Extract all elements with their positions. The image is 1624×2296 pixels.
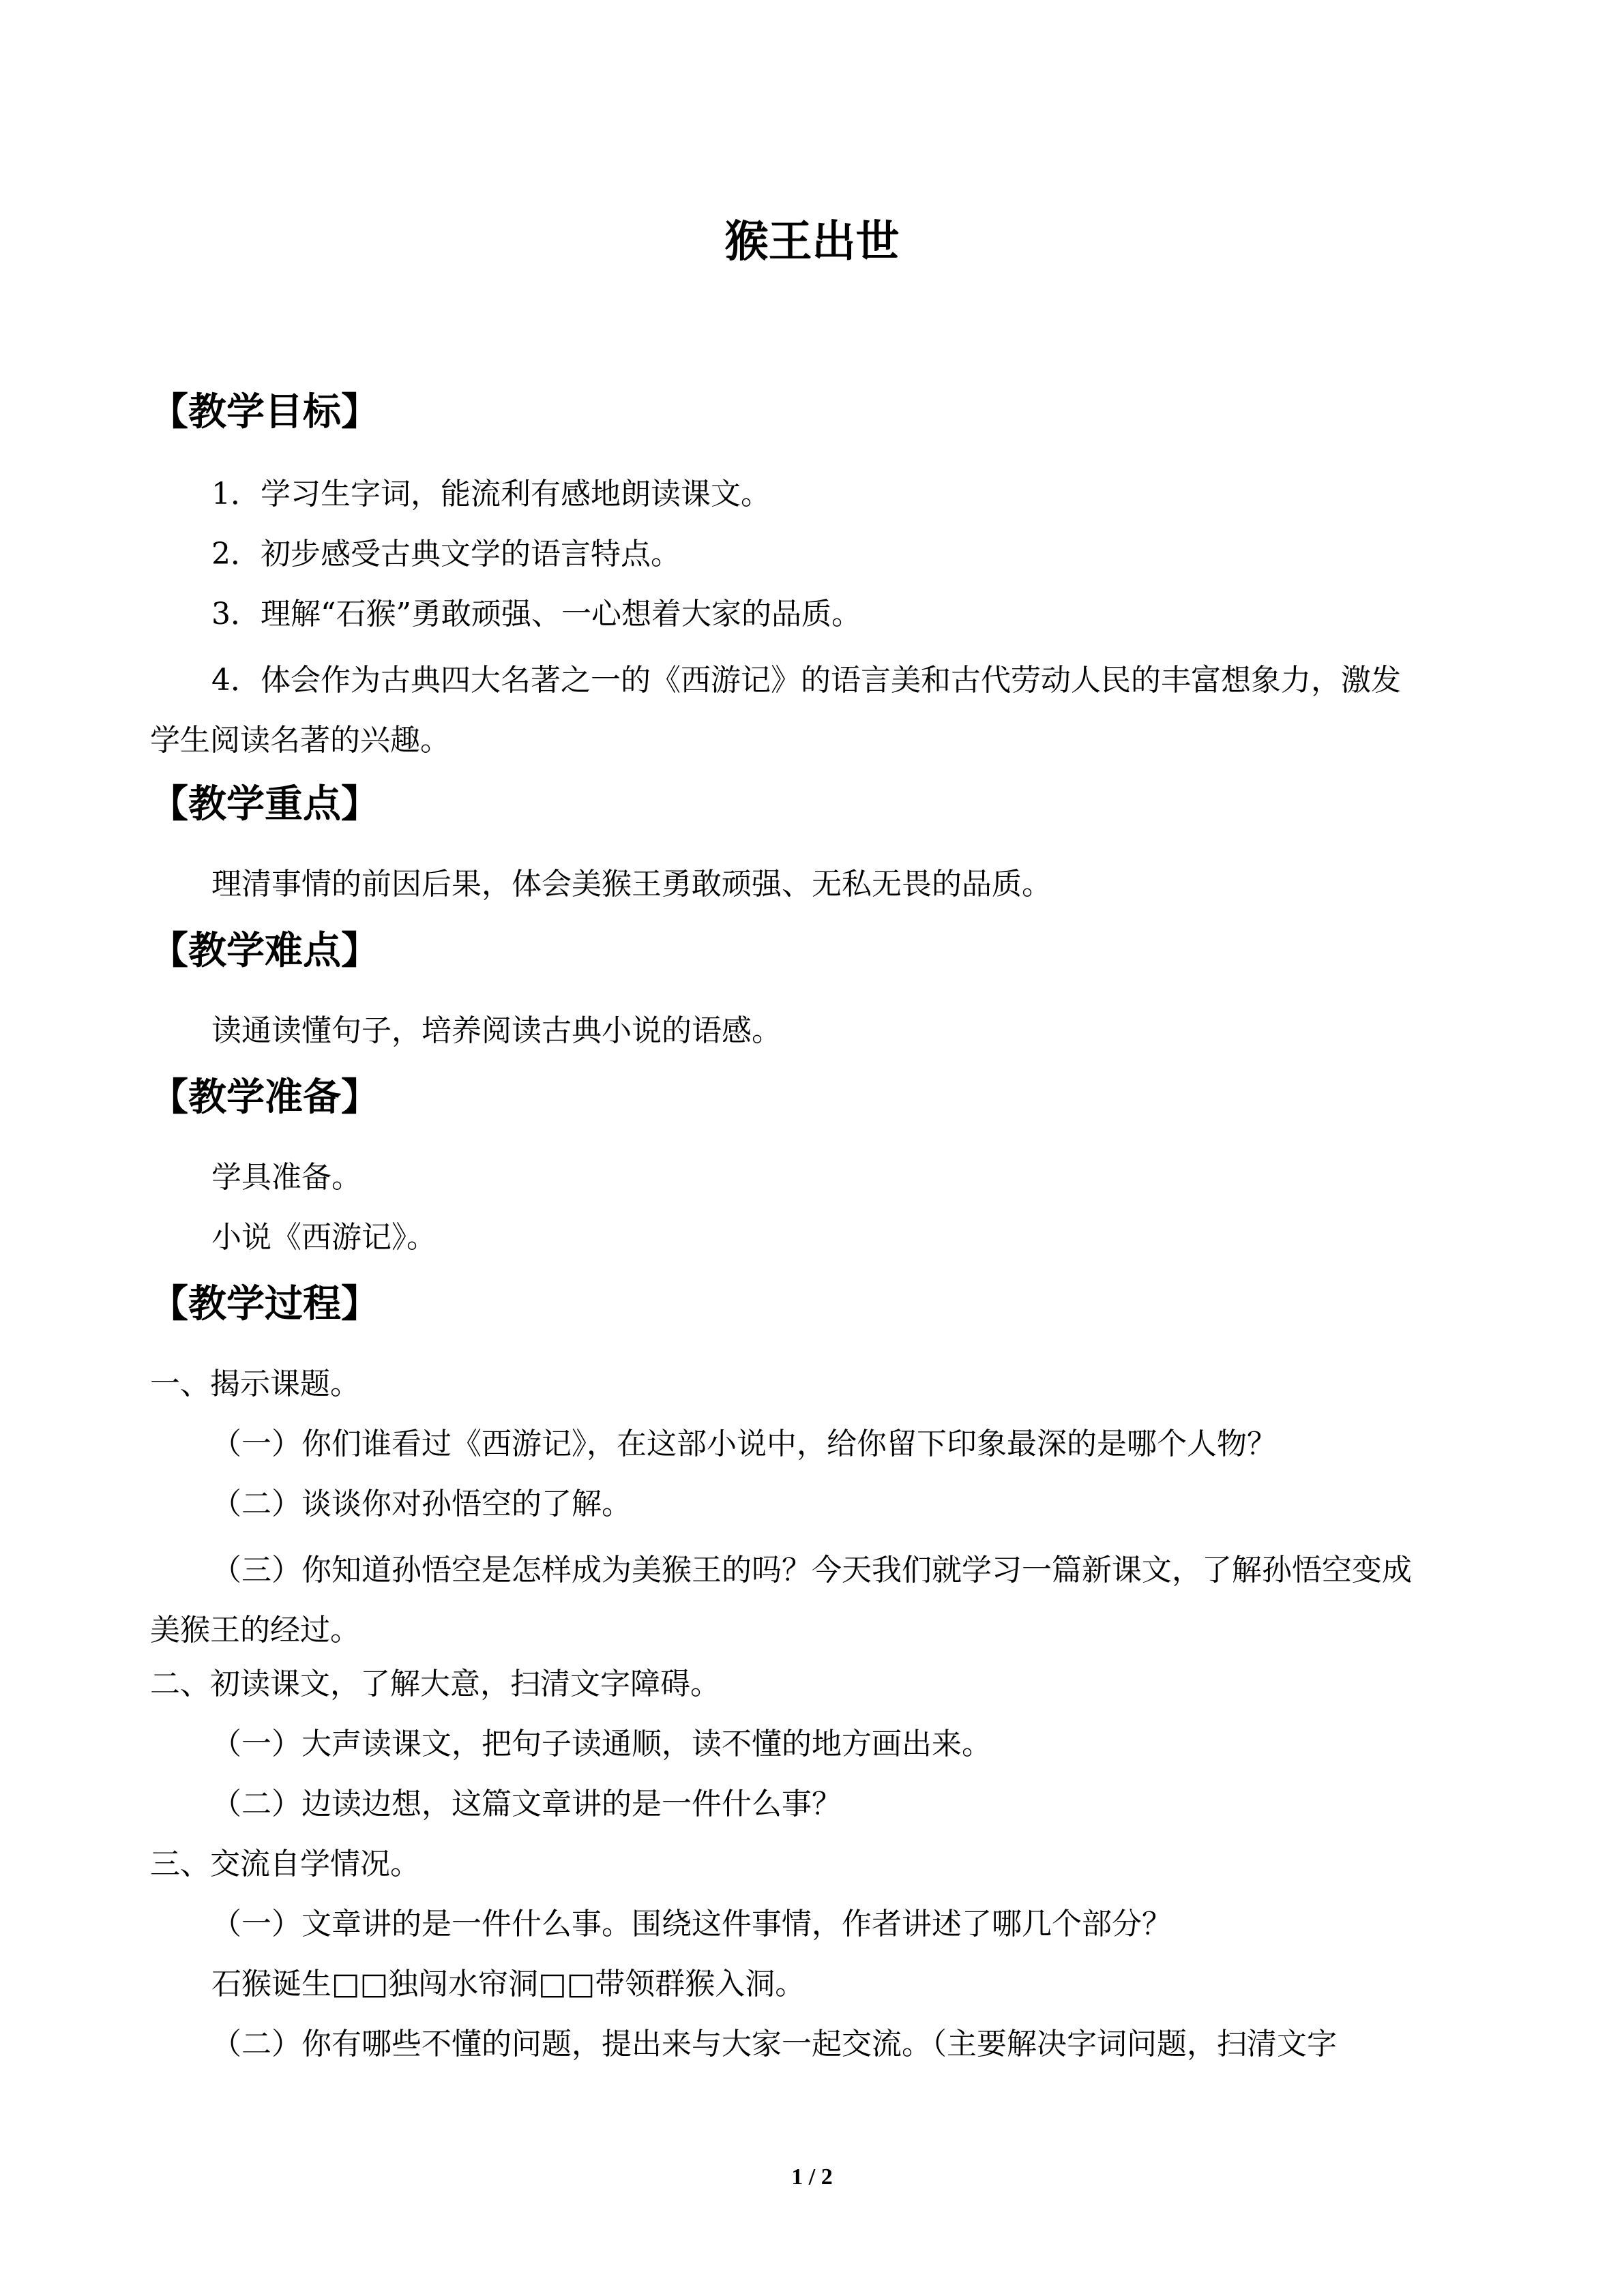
heading-process: 【教学过程】 [150, 1282, 379, 1326]
goal-item-1: 1．学习生字词，能流利有感地朗读课文。 [211, 477, 771, 511]
difficulties-text: 读通读懂句子，培养阅读古典小说的语感。 [211, 1013, 782, 1048]
key-points-text: 理清事情的前因后果，体会美猴王勇敢顽强、无私无畏的品质。 [211, 867, 1052, 901]
process-step-2-item-1: （一）大声读课文，把句子读通顺，读不懂的地方画出来。 [211, 1727, 992, 1761]
process-step-3-title: 三、交流自学情况。 [150, 1847, 420, 1881]
process-step-1-title: 一、揭示课题。 [150, 1367, 360, 1401]
heading-preparation: 【教学准备】 [150, 1075, 379, 1120]
goal-item-4: 4．体会作为古典四大名著之一的《西游记》的语言美和古代劳动人民的丰富想象力，激发学生阅读名著的兴趣。 [150, 663, 1401, 758]
heading-goals: 【教学目标】 [150, 390, 379, 434]
goal-item-2: 2．初步感受古典文学的语言特点。 [211, 537, 681, 571]
process-step-1-item-3: （三）你知道孙悟空是怎样成为美猴王的吗？今天我们就学习一篇新课文，了解孙悟空变成美猴王的经过。 [150, 1553, 1412, 1648]
process-step-3-item-2: 石猴诞生□□独闯水帘洞□□带领群猴入洞。 [211, 1967, 806, 2001]
process-step-3-item-3: （二）你有哪些不懂的问题，提出来与大家一起交流。（主要解决字词问题，扫清文字 [211, 2027, 1337, 2061]
process-step-2-item-2: （二）边读边想，这篇文章讲的是一件什么事？ [211, 1787, 842, 1821]
process-step-2-title: 二、初读课文，了解大意，扫清文字障碍。 [150, 1667, 720, 1701]
preparation-item-2: 小说《西游记》。 [211, 1220, 437, 1255]
process-step-1-item-2: （二）谈谈你对孙悟空的了解。 [211, 1487, 632, 1521]
document-title: 猴王出世 [724, 217, 900, 267]
page-number: 1 / 2 [791, 2164, 833, 2190]
process-step-3-item-1: （一）文章讲的是一件什么事。围绕这件事情，作者讲述了哪几个部分？ [211, 1907, 1172, 1941]
heading-key-points: 【教学重点】 [150, 782, 379, 826]
process-step-1-item-1: （一）你们谁看过《西游记》，在这部小说中，给你留下印象最深的是哪个人物？ [211, 1427, 1277, 1461]
goal-item-3: 3．理解“石猴”勇敢顽强、一心想着大家的品质。 [211, 597, 861, 631]
preparation-item-1: 学具准备。 [211, 1160, 361, 1195]
heading-difficulties: 【教学难点】 [150, 929, 379, 973]
